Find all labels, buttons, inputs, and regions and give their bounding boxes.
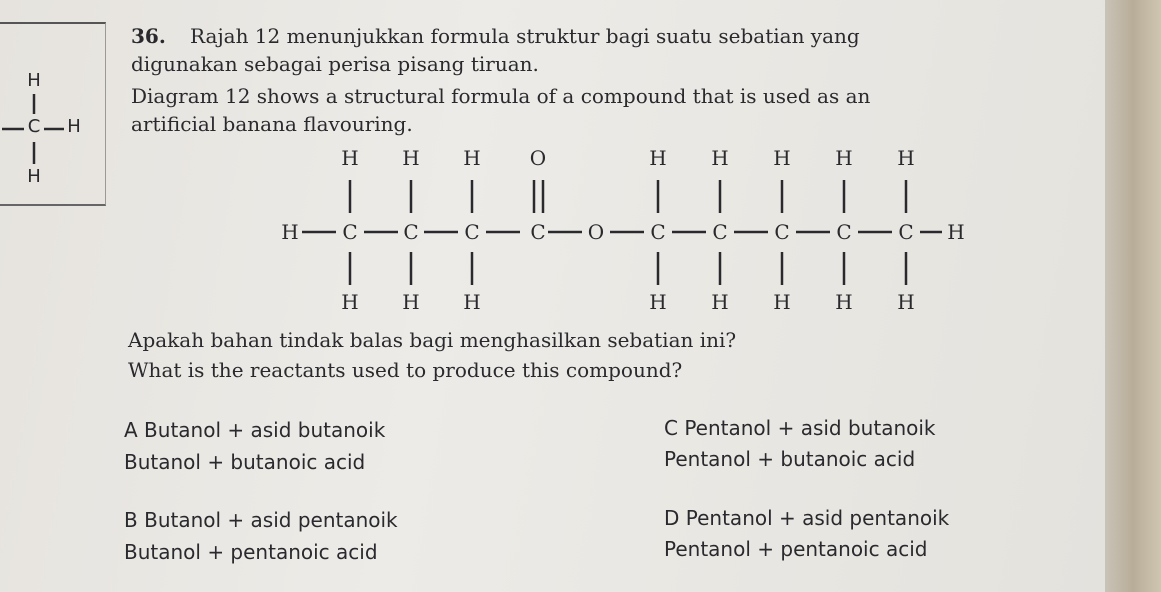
atom-c-carbonyl: C	[530, 220, 546, 244]
fragment-h-bottom: H	[27, 166, 41, 187]
question-number: 36.	[131, 24, 166, 48]
atom-o-ester: O	[587, 220, 605, 244]
option-c[interactable]	[664, 416, 936, 440]
option-b-ms: Butanol + asid pentanoik	[144, 508, 398, 532]
atom-h-terminal-right: H	[947, 220, 965, 244]
option-b[interactable]	[124, 508, 398, 532]
option-d-letter: D	[664, 506, 680, 530]
fragment-h-right: H	[67, 116, 81, 137]
fragment-h-top: H	[27, 70, 41, 91]
stem-ms-line2: digunakan sebagai perisa pisang tiruan.	[131, 52, 539, 76]
option-d-en: Pentanol + pentanoic acid	[664, 537, 928, 561]
option-b-en: Butanol + pentanoic acid	[124, 540, 378, 564]
atom-o-carbonyl: O	[529, 146, 547, 170]
atom-h: H	[711, 146, 729, 170]
option-d-ms: Pentanol + asid pentanoik	[685, 506, 950, 530]
option-a-letter: A	[124, 418, 138, 442]
atom-c: C	[650, 220, 666, 244]
prompt-en: What is the reactants used to produce this compound?	[128, 358, 683, 382]
option-a-en: Butanol + butanoic acid	[124, 450, 366, 474]
atom-h: H	[773, 290, 791, 314]
option-a[interactable]	[124, 418, 385, 442]
option-a-ms: Butanol + asid butanoik	[144, 418, 386, 442]
option-d[interactable]	[664, 506, 949, 530]
atom-c: C	[774, 220, 790, 244]
atom-h: H	[463, 290, 481, 314]
atom-h: H	[773, 146, 791, 170]
atom-h: H	[835, 146, 853, 170]
option-c-en: Pentanol + butanoic acid	[664, 447, 916, 471]
atom-h: H	[711, 290, 729, 314]
atom-h: H	[835, 290, 853, 314]
atom-c: C	[342, 220, 358, 244]
atom-c: C	[712, 220, 728, 244]
atom-h: H	[402, 290, 420, 314]
atom-h: H	[897, 290, 915, 314]
stem-ms-line1: Rajah 12 menunjukkan formula struktur bagi suatu sebatian yang	[190, 24, 860, 48]
atom-c: C	[403, 220, 419, 244]
prompt-ms: Apakah bahan tindak balas bagi menghasilkan sebatian ini?	[128, 328, 737, 352]
atom-h-terminal-left: H	[281, 220, 299, 244]
atom-c: C	[836, 220, 852, 244]
atom-h: H	[402, 146, 420, 170]
atom-h: H	[341, 146, 359, 170]
option-c-letter: C	[664, 416, 678, 440]
atom-c: C	[898, 220, 914, 244]
atom-h: H	[897, 146, 915, 170]
atom-h: H	[649, 290, 667, 314]
atom-c: C	[464, 220, 480, 244]
stem-en-line2: artificial banana flavouring.	[131, 112, 413, 136]
atom-h: H	[649, 146, 667, 170]
option-c-ms: Pentanol + asid butanoik	[684, 416, 936, 440]
stem-en-line1: Diagram 12 shows a structural formula of a compound that is used as an	[131, 84, 871, 108]
atom-h: H	[341, 290, 359, 314]
option-b-letter: B	[124, 508, 138, 532]
atom-h: H	[463, 146, 481, 170]
fragment-carbon: C	[27, 116, 41, 137]
